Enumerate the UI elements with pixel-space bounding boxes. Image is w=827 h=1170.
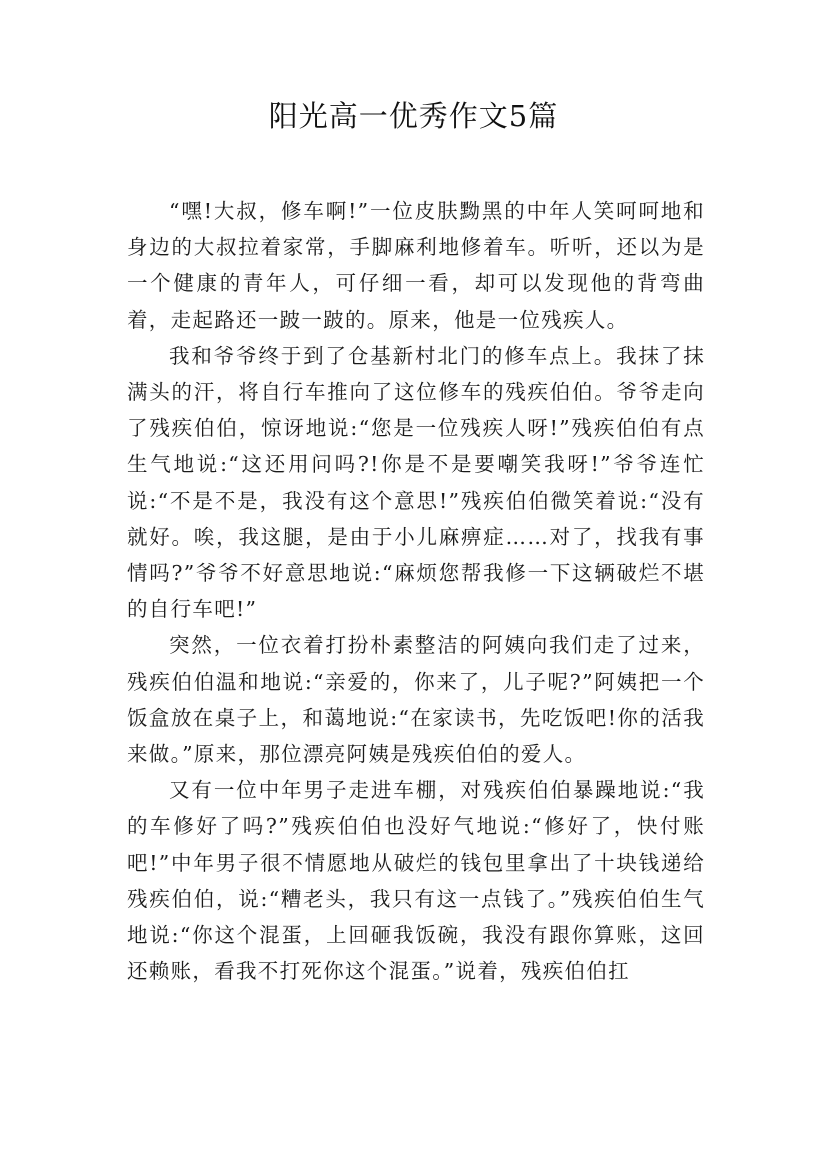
paragraph: 又有一位中年男子走进车棚，对残疾伯伯暴躁地说:“我的车修好了吗?”残疾伯伯也没好气地说:“修好了，快付账吧!”中年男子很不情愿地从破烂的钱包里拿出了十块钱递给残疾伯伯，说:“糟老头，我只有这一点钱了。”残疾伯伯生气地说:“你这个混蛋，上回砸我饭碗，我没有跟你算账，这回还赖账，看我不打死你这个混蛋。”说着，残疾伯伯扛 — [127, 778, 705, 984]
document-body — [127, 193, 705, 989]
paragraph: 我和爷爷终于到了仓基新村北门的修车点上。我抹了抹满头的汗，将自行车推向了这位修车的残疾伯伯。爷爷走向了残疾伯伯，惊讶地说:“您是一位残疾人呀!”残疾伯伯有点生气地说:“这还用问吗?!你是不是要嘲笑我呀!”爷爷连忙说:“不是不是，我没有这个意思!”残疾伯伯微笑着说:“没有就好。唉，我这腿，是由于小儿麻痹症……对了，找我有事情吗?”爷爷不好意思地说:“麻烦您帮我修一下这辆破烂不堪的自行车吧!” — [127, 343, 705, 622]
document-title: 阳光高一优秀作文5篇 — [268, 99, 559, 133]
paragraph: 突然，一位衣着打扮朴素整洁的阿姨向我们走了过来，残疾伯伯温和地说:“亲爱的，你来了，儿子呢?”阿姨把一个饭盒放在桌子上，和蔼地说:“在家读书，先吃饭吧!你的活我来做。”原来，那位漂亮阿姨是残疾伯伯的爱人。 — [127, 633, 705, 767]
paragraph: “嘿!大叔，修车啊!”一位皮肤黝黑的中年人笑呵呵地和身边的大叔拉着家常，手脚麻利地修着车。听听，还以为是一个健康的青年人，可仔细一看，却可以发现他的背弯曲着，走起路还一跛一跛的。原来，他是一位残疾人。 — [127, 199, 705, 332]
